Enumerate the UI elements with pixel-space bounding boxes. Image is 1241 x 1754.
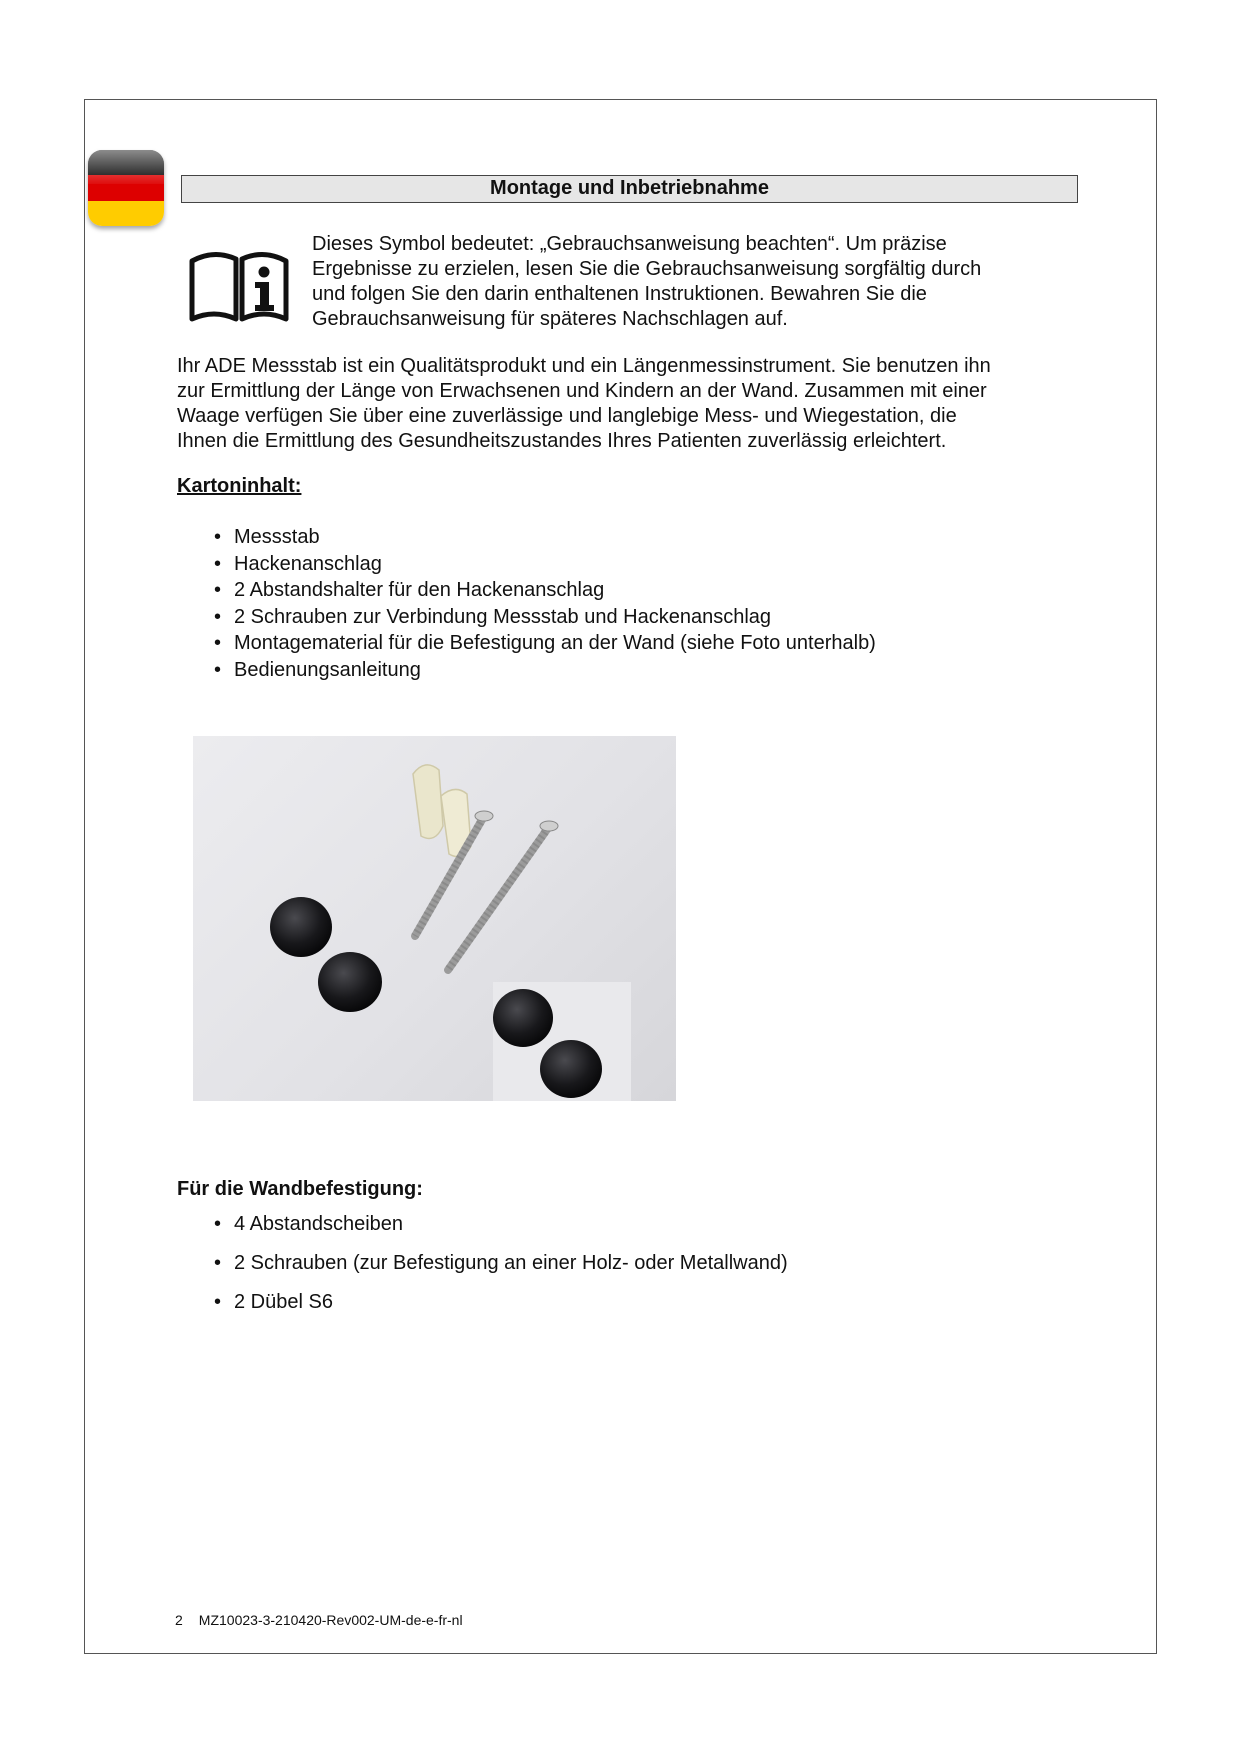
section-title-bar	[181, 175, 1078, 203]
list-item: • 2 Dübel S6	[214, 1289, 788, 1315]
document-id: MZ10023-3-210420-Rev002-UM-de-e-fr-nl	[198, 1612, 463, 1628]
mounting-material-photo	[193, 736, 676, 1101]
carton-list	[214, 524, 876, 683]
page-footer	[175, 1612, 463, 1628]
list-item: • Hackenanschlag	[214, 551, 876, 578]
flag-stripe-gold	[88, 201, 164, 226]
symbol-line: Gebrauchsanweisung für späteres Nachschlagen auf.	[312, 308, 788, 330]
symbol-line: Dieses Symbol bedeutet: „Gebrauchsanweisung beachten“. Um präzise	[312, 233, 947, 255]
list-item: • 2 Schrauben (zur Befestigung an einer Holz- oder Metallwand)	[214, 1250, 788, 1276]
german-flag-icon	[88, 150, 164, 226]
symbol-line: Ergebnisse zu erzielen, lesen Sie die Gebrauchsanweisung sorgfältig durch	[312, 258, 982, 280]
symbol-explanation	[312, 232, 1082, 332]
list-item: • 2 Schrauben zur Verbindung Messstab und Hackenanschlag	[214, 604, 876, 631]
list-item: • Messstab	[214, 524, 876, 551]
page-number: 2	[175, 1612, 183, 1628]
list-item: • Montagematerial für die Befestigung an der Wand (siehe Foto unterhalb)	[214, 630, 876, 657]
wall-mounting-list	[214, 1211, 788, 1328]
list-item: • 2 Abstandshalter für den Hackenanschlag	[214, 577, 876, 604]
list-item: • 4 Abstandscheiben	[214, 1211, 788, 1237]
symbol-line: und folgen Sie den darin enthaltenen Instruktionen. Bewahren Sie die	[312, 283, 927, 305]
list-item: • Bedienungsanleitung	[214, 657, 876, 684]
section-title: Montage und Inbetriebnahme	[490, 177, 769, 199]
flag-gloss	[88, 150, 164, 184]
intro-line: zur Ermittlung der Länge von Erwachsenen und Kindern an der Wand. Zusammen mit einer	[177, 380, 987, 402]
wall-mounting-heading: Für die Wandbefestigung:	[177, 1178, 423, 1200]
intro-line: Ihnen die Ermittlung des Gesundheitszustandes Ihres Patienten zuverlässig erleichtert.	[177, 430, 947, 452]
instructions-book-info-icon	[188, 247, 290, 323]
carton-heading: Kartoninhalt:	[177, 475, 302, 497]
intro-line: Ihr ADE Messstab ist ein Qualitätsprodukt und ein Längenmessinstrument. Sie benutzen ihn	[177, 355, 991, 377]
intro-paragraph	[177, 354, 1082, 454]
intro-line: Waage verfügen Sie über eine zuverlässige und langlebige Mess- und Wiegestation, die	[177, 405, 957, 427]
